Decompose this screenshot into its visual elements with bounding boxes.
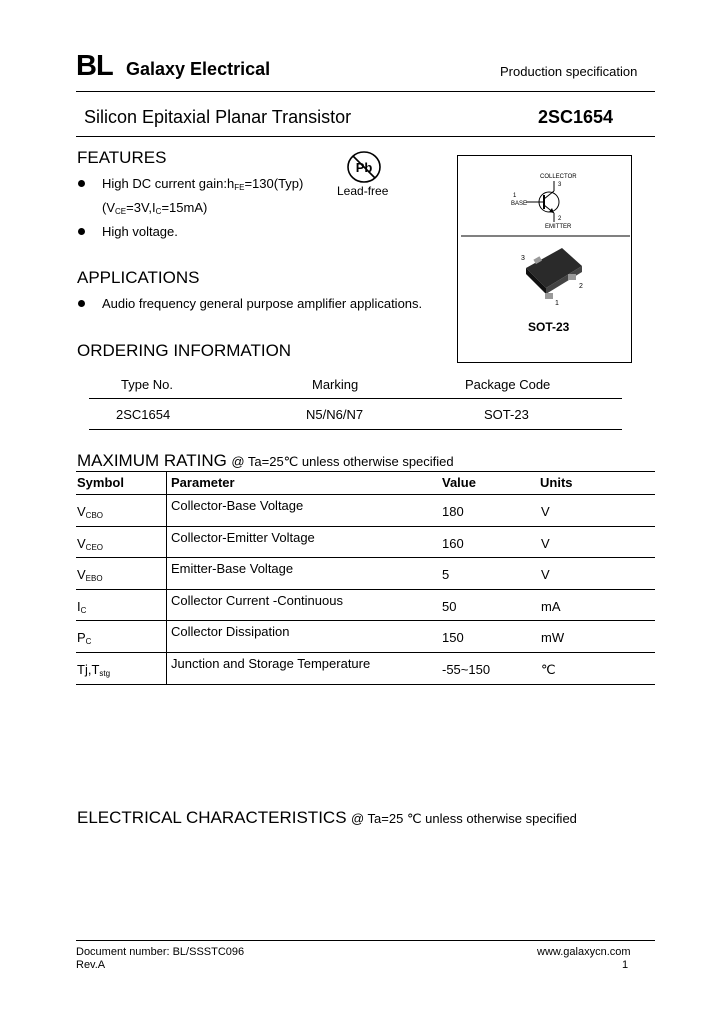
bullet-icon — [78, 180, 85, 187]
col-header-parameter: Parameter — [171, 475, 235, 490]
row-parameter: Collector Current -Continuous — [171, 593, 343, 608]
part-number: 2SC1654 — [538, 107, 614, 127]
row-parameter: Emitter-Base Voltage — [171, 561, 294, 576]
table-rule — [76, 526, 655, 527]
symbol-subscript: C — [80, 606, 87, 615]
ordering-marking: N5/N6/N7 — [306, 407, 364, 422]
package-pin-3: 3 — [521, 255, 525, 262]
table-rule — [76, 684, 655, 685]
col-header-symbol: Symbol — [77, 475, 124, 490]
package-pin-1: 1 — [555, 300, 559, 307]
features-heading: FEATURES — [77, 148, 167, 167]
application-item: Audio frequency general purpose amplifier applications. — [102, 296, 423, 311]
symbol-subscript: CBO — [85, 511, 104, 520]
ordering-package-code: SOT-23 — [484, 407, 529, 422]
document-title: Silicon Epitaxial Planar Transistor — [84, 107, 352, 127]
symbol-main: V — [77, 567, 86, 582]
applications-heading: APPLICATIONS — [77, 268, 200, 287]
footer-rule — [76, 940, 655, 941]
symbol-subscript: stg — [99, 669, 111, 678]
table-rule — [76, 589, 655, 590]
pin-number-collector: 3 — [558, 182, 562, 188]
package-name: SOT-23 — [528, 320, 570, 334]
feature-cond-sub1: CE — [115, 207, 127, 216]
table-rule — [76, 652, 655, 653]
row-unit: V — [541, 536, 550, 551]
col-header-value: Value — [442, 475, 476, 490]
max-rating-title — [77, 451, 454, 471]
company-logo-bl: BL — [76, 50, 113, 82]
symbol-main: V — [77, 504, 86, 519]
electrical-condition: @ Ta=25 ℃ unless otherwise specified — [350, 811, 577, 826]
pin-label-base: BASE — [511, 201, 528, 207]
row-unit: V — [541, 567, 550, 582]
row-symbol — [77, 599, 86, 615]
bullet-icon — [78, 300, 85, 307]
ordering-col-package: Package Code — [465, 377, 551, 392]
electrical-title — [77, 808, 577, 828]
row-parameter: Collector Dissipation — [171, 624, 290, 639]
row-value: 150 — [442, 630, 464, 645]
lead-free-label: Lead-free — [337, 184, 389, 198]
bullet-icon — [78, 228, 85, 235]
feature-cond-sub2: C — [155, 207, 162, 216]
header-rule-bottom — [76, 136, 655, 137]
pin-label-collector: COLLECTOR — [540, 174, 577, 180]
symbol-subscript: CEO — [85, 543, 104, 552]
row-value: 5 — [442, 567, 450, 582]
ordering-col-marking: Marking — [312, 377, 359, 392]
row-value: -55~150 — [442, 662, 491, 677]
header-rule-top — [76, 91, 655, 92]
spec-type: Production specification — [500, 64, 638, 79]
row-unit: mA — [541, 599, 561, 614]
row-value: 180 — [442, 504, 464, 519]
row-parameter: Collector-Base Voltage — [171, 498, 304, 513]
table-rule — [76, 494, 655, 495]
page-number: 1 — [622, 959, 629, 971]
feature-gain-prefix: High DC current gain:h — [102, 176, 235, 191]
row-symbol — [77, 630, 91, 646]
feature-cond-end: =15mA) — [161, 200, 208, 215]
symbol-subscript: C — [85, 637, 92, 646]
row-value: 50 — [442, 599, 457, 614]
table-rule — [76, 471, 655, 472]
ordering-rule-bottom — [89, 429, 622, 430]
pin-label-emitter: EMITTER — [545, 224, 572, 230]
ordering-type: 2SC1654 — [116, 407, 171, 422]
electrical-heading: ELECTRICAL CHARACTERISTICS — [77, 808, 347, 827]
feature-gain-sub: FE — [234, 183, 245, 192]
revision: Rev.A — [76, 959, 106, 971]
package-pin-2: 2 — [579, 283, 583, 290]
symbol-subscript: EBO — [85, 574, 103, 583]
max-rating-condition: @ Ta=25℃ unless otherwise specified — [231, 454, 454, 469]
pin-number-base: 1 — [513, 193, 517, 199]
row-unit: ℃ — [541, 662, 556, 677]
ordering-heading: ORDERING INFORMATION — [77, 341, 292, 360]
row-symbol — [77, 567, 103, 583]
col-header-units: Units — [540, 475, 573, 490]
feature-item-gain — [102, 176, 303, 192]
table-rule — [76, 620, 655, 621]
pin-number-emitter: 2 — [558, 216, 562, 222]
feature-item-voltage: High voltage. — [102, 224, 178, 239]
row-unit: mW — [541, 630, 565, 645]
symbol-main: V — [77, 536, 86, 551]
max-rating-heading: MAXIMUM RATING — [77, 451, 227, 470]
row-value: 160 — [442, 536, 464, 551]
feature-cond-mid: =3V,I — [126, 200, 156, 215]
row-parameter: Junction and Storage Temperature — [171, 656, 371, 671]
company-name: Galaxy Electrical — [126, 59, 271, 79]
package-diagram-box — [457, 155, 632, 363]
row-symbol — [77, 504, 103, 520]
symbol-main: P — [77, 630, 86, 645]
lead-free-symbol: Pb — [355, 160, 373, 175]
symbol-main: I — [77, 599, 81, 614]
document-number: Document number: BL/SSSTC096 — [76, 946, 245, 958]
table-rule — [76, 557, 655, 558]
lead-free-icon — [344, 150, 384, 186]
symbol-main: Tj,T — [77, 662, 100, 677]
row-parameter: Collector-Emitter Voltage — [171, 530, 315, 545]
row-symbol — [77, 536, 103, 552]
ordering-col-type: Type No. — [121, 377, 174, 392]
feature-item-condition — [102, 200, 207, 216]
feature-gain-suffix: =130(Typ) — [244, 176, 304, 191]
row-unit: V — [541, 504, 550, 519]
ordering-rule-mid — [89, 398, 622, 399]
row-symbol — [77, 662, 110, 678]
feature-cond-open: (V — [102, 200, 115, 215]
website-link[interactable]: www.galaxycn.com — [537, 946, 631, 958]
